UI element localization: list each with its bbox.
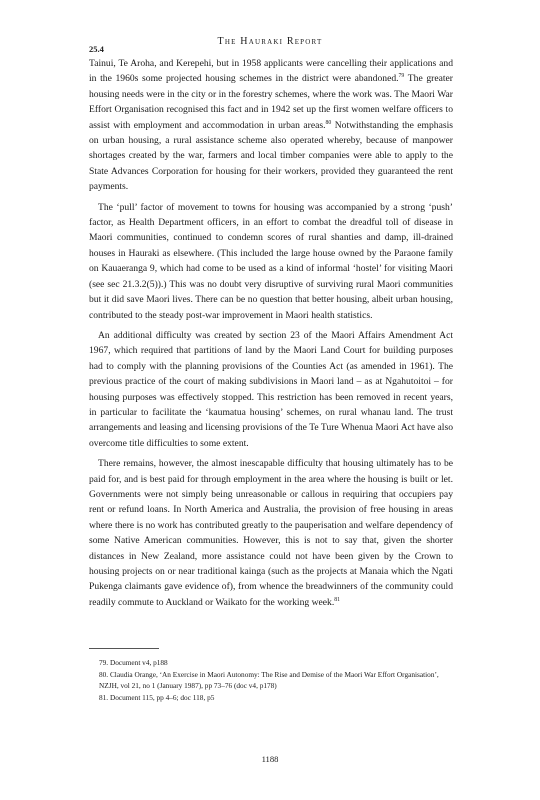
section-number: 25.4 [89, 44, 104, 54]
footnote: 80. Claudia Orange, ‘An Exercise in Maori Autonomy: The Rise and Demise of the Maori War Effort Organisation’, NZJH, vol 21, no 1 (January 1987), pp 73–76 (doc v4, p178) [99, 669, 439, 690]
footnote: 79. Document v4, p188 [99, 658, 168, 667]
body-text [89, 56, 453, 610]
footnote-ref[interactable]: 81 [334, 596, 341, 603]
running-header: The Hauraki Report [217, 36, 323, 47]
page-number: 1188 [261, 754, 279, 764]
text-span: Notwithstanding the emphasis on urban housing, a rural assistance scheme also operated whereby, because of manpower shortages created by the war, farmers and local timber companies were able to apply to the State Advances Corporation for housing for their workers, provided they guaranteed the rent payments. [89, 119, 453, 193]
paragraph [89, 456, 453, 610]
text-span: Tainui, Te Aroha, and Kerepehi, but in 1958 applicants were cancelling their applications and in the 1960s some projected housing schemes in the district were abandoned. [89, 58, 453, 85]
text-span: The greater housing needs were in the city or in the forestry schemes, where the work was. The Maori War Effort Organisation recognised this fact and in 1942 set up the first women welfare officers to assist with employment and accommodation in urban areas. [89, 73, 454, 131]
text-span: There remains, however, the almost inescapable difficulty that housing ultimately has to be paid for, and is best paid for through employment in the area where the housing is built or let. Governments were not simply being unreasonable or callous in requiring that occupiers pay rent or refund loans. In North America and Australia, the provision of free housing in areas where there is no work has contributed greatly to the pauperisation and welfare dependency of some Native American communities. However, this is not to say that, given the shorter distances in New Zealand, more assistance could not have been given by the Crown to housing projects on or near traditional kainga (such as the projects at Manaia which the Ngati Pukenga claimants gave evidence of), from whence the breadwinners of the community could readily commute to Auckland or Waikato for the working week. [89, 458, 453, 608]
footnote-divider [89, 648, 159, 649]
footnotes [99, 657, 453, 703]
footnote-ref[interactable]: 79 [398, 73, 405, 80]
footnote: 81. Document 115, pp 4–6; doc 118, p5 [99, 692, 215, 702]
text-span: An additional difficulty was created by section 23 of the Maori Affairs Amendment Act 1967, which required that partitions of land by the Maori Land Court for building purposes had to comply with the planning provisions of the Counties Act (as amended in 1961). The previous practice of the court of making subdivisions in Maori land – as at Ngahutoitoi – for housing purposes was effectively stopped. This restriction has been removed in recent years, in particular to facilitate the ‘kaumatua housing’ schemes, on rural whanau land. The trust arrangements and leasing and licensing provisions of the Te Ture Whenua Maori Act have also overcome title difficulties to some extent. [89, 329, 453, 449]
text-span: The ‘pull’ factor of movement to towns for housing was accompanied by a strong ‘push’ factor, as Health Department officers, in an effort to combat the dreadful toll of disease in Maori communities, continued to condemn scores of rural shanties and damp, ill-drained houses in Hauraki as elsewhere. (This included the large house owned by the Paraone family on Kauaeranga 9, which had come to be used as a kind of informal ‘hostel’ for visiting Maori (see sec 21.3.2(5)).) This was no doubt very disruptive of surviving rural Maori communities but it did save Maori lives. There can be no question that better housing, albeit urban housing, contributed to the steady post-war improvement in Maori health statistics. [89, 201, 453, 321]
paragraph [89, 200, 453, 323]
footnote-ref[interactable]: 80 [325, 119, 332, 126]
paragraph [89, 56, 453, 195]
paragraph [89, 328, 453, 451]
